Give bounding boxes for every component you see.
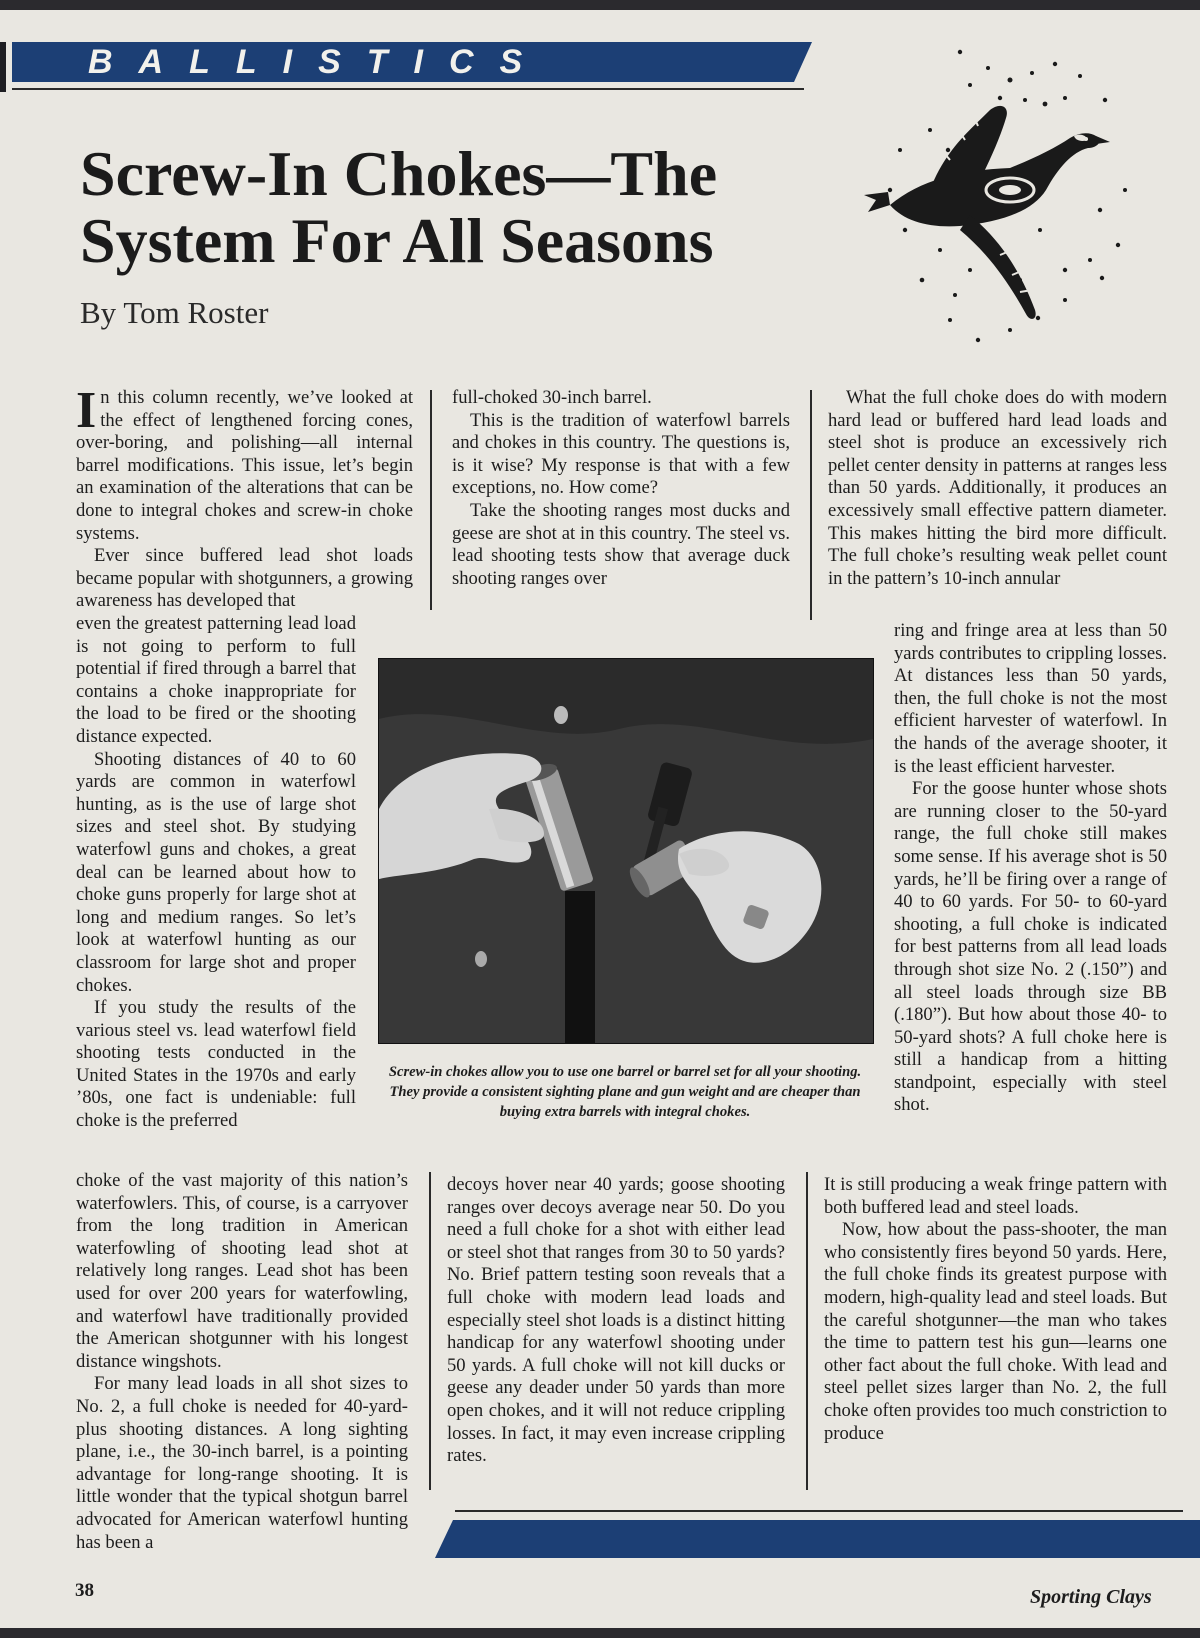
section-banner: [12, 42, 812, 82]
footer-rule: [455, 1510, 1183, 1512]
paragraph: decoys hover near 40 yards; goose shooting ranges over decoys average near 50. Do you need a full choke for a shot with either lead or steel shot that ranges from 30 to 50 yards? No. Brief pattern testing soon reveals that a full choke with modern lead loads and especially steel shot loads is a distinct hitting handicap for any waterfowl shooting under 50 yards. A full choke will not kill ducks or geese any deader under 50 yards than more open chokes, and it will not reduce crippling losses. In fact, it may even increase crippling rates.: [447, 1174, 785, 1467]
article-headline: Screw-In Chokes—The System For All Seasons: [80, 138, 718, 276]
body-column-1-bottom: [76, 1170, 408, 1554]
footer-bar: [435, 1520, 1200, 1563]
column-rule: [429, 1172, 431, 1490]
paragraph: Now, how about the pass-shooter, the man who consistently fires beyond 50 yards. Here, the full choke finds its greatest purpose with modern, high-quality lead and steel loads. But the careful shotgunner—the man who takes the time to pattern test his gun—learns one other fact about the full choke. With lead and steel pellet sizes larger than No. 2, the full choke often provides too much constriction to produce: [824, 1219, 1167, 1444]
paragraph: even the greatest patterning lead load is not going to perform to full potential if fired through a barrel that contains a choke inappropriate for the load to be fired or the shooting distance expected.: [76, 613, 356, 747]
header-rule: [12, 88, 804, 90]
scan-bottom-edge: [0, 1628, 1200, 1638]
column-rule: [806, 1172, 808, 1490]
body-column-1-top: [76, 382, 413, 613]
paragraph: Ever since buffered lead shot loads became popular with shotgunners, a growing awareness has developed that: [76, 545, 413, 612]
paragraph-text: n this column recently, we’ve looked at the effect of lengthened forcing cones, over-boring, and polishing—all internal barrel modifications. This issue, let’s begin an examination of the alterations that can be done to integral chokes and screw-in choke systems.: [76, 387, 413, 544]
paragraph: [76, 382, 413, 545]
body-column-2-top: [452, 387, 790, 590]
column-rule: [810, 390, 812, 620]
paragraph: This is the tradition of waterfowl barrels and chokes in this country. The questions is, is it wise? My response is that with a few exceptions, no. How come?: [452, 409, 790, 499]
paragraph: If you study the results of the various steel vs. lead waterfowl field shooting tests conducted in the United States in the 1970s and early ’80s, one fact is undeniable: full choke is the preferred: [76, 997, 356, 1132]
page-number: 38: [75, 1580, 94, 1601]
paragraph: For the goose hunter whose shots are running closer to the 50-yard range, the full choke still makes some sense. If his average shot is 50 yards, he’ll be firing over a range of 40 to 60 yards. For 50- to 60-yard shooting, a full choke is indicated for best patterns from all lead loads through shot size No. 2 (.150”) and all steel loads through size BB (.180”). But how about those 40- to 50-yard shots? A full choke here is still a handicap from a hitting standpoint, especially with steel shot.: [894, 778, 1167, 1116]
magazine-title: Sporting Clays: [1030, 1586, 1152, 1608]
paragraph: choke of the vast majority of this nation’s waterfowlers. This, of course, is a carryover from the long tradition in American waterfowling of shooting lead shot at relatively long ranges. Lead shot has been used for over 200 years for waterfowling, and waterfowl have traditionally provided the American shotgunner with his longest distance wingshots.: [76, 1170, 408, 1372]
banner-title: BALLISTICS: [88, 43, 549, 81]
column-rule: [430, 390, 432, 610]
paragraph: Shooting distances of 40 to 60 yards are common in waterfowl hunting, as is the use of large shot sizes and steel shot. By studying waterfowl guns and chokes, a great deal can be learned about how to choke guns properly for large shot at long and medium ranges. So let’s look at waterfowl hunting as our classroom for large shot and proper chokes.: [76, 748, 356, 996]
photo-caption: Screw-in chokes allow you to use one barrel or barrel set for all your shooting. They provide a consistent sighting plane and gun weight and are cheaper than buying extra barrels with integral chokes.: [388, 1064, 862, 1120]
scan-top-edge: [0, 0, 1200, 10]
article-photo: [378, 658, 874, 1044]
goose-illustration: [860, 40, 1140, 350]
paragraph: For many lead loads in all shot sizes to No. 2, a full choke is needed for 40-yard-plus shooting distances. A long sighting plane, i.e., the 30-inch barrel, is a pointing advantage for long-range shooting. It is little wonder that the typical shotgun barrel advocated for American waterfowl hunting has been a: [76, 1373, 408, 1553]
body-column-3-top: [828, 387, 1167, 590]
paragraph: It is still producing a weak fringe pattern with both buffered lead and steel loads.: [824, 1174, 1167, 1218]
footer-bar-shape: [435, 1520, 1200, 1558]
body-column-3-bottom: [824, 1174, 1167, 1445]
scan-left-edge: [0, 42, 6, 92]
paragraph: What the full choke does do with modern hard lead or buffered hard lead loads and steel shot is produce an excessively rich pellet center density in patterns at ranges less than 50 yards. Additionally, it produces an excessively small effective pattern diameter. This makes hitting the bird more difficult. The full choke’s resulting weak pellet count in the pattern’s 10-inch annular: [828, 387, 1167, 589]
paragraph: full-choked 30-inch barrel.: [452, 387, 652, 408]
drop-cap: I: [76, 382, 97, 439]
article-byline: By Tom Roster: [80, 295, 269, 330]
choke-tubes-photo: [379, 659, 873, 1043]
flying-goose-icon: [860, 40, 1140, 350]
paragraph: ring and fringe area at less than 50 yards contributes to crippling losses. At distances less than 50 yards, then, the full choke is not the most efficient harvester of waterfowl. In the hands of the average shooter, it is the least efficient harvester.: [894, 620, 1167, 777]
body-column-3-mid: [894, 620, 1167, 1117]
paragraph: Take the shooting ranges most ducks and geese are shot at in this country. The steel vs. lead shooting tests show that average duck shooting ranges over: [452, 499, 790, 589]
body-column-2-bottom: [447, 1174, 785, 1468]
body-column-1-mid: [76, 613, 356, 1133]
